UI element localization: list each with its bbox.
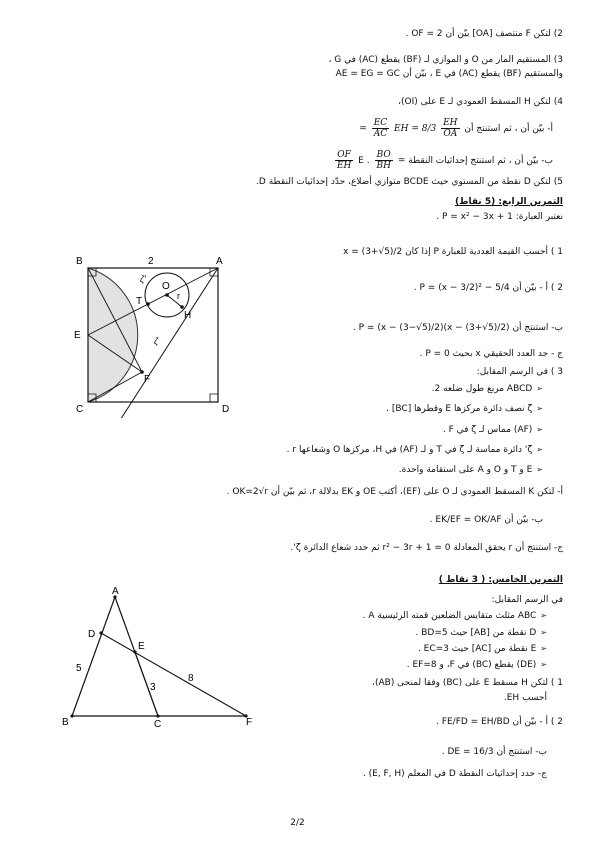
label-E: E [74, 330, 81, 341]
ex5-q2a: 2 ) أ - بيّن أن FE/FD = EH/BD . [436, 717, 563, 727]
ex5-item-2: ➢D نقطة من [AB] حيث BD=5 . [415, 628, 547, 638]
ex5-item-4: ➢(DE) يقطع (BC) في F، و EF=8 . [406, 660, 547, 670]
page-number: 2/2 [290, 818, 305, 828]
label-B: B [76, 256, 83, 267]
q4b-frac1: $\frac{BO}{BH}$ [376, 150, 391, 171]
ex4-q3a: أ- لتكن K المسقط العمودي لـ O على (EF)، أكتب OE و EK بدلالة r، ثم بيّن أن OK=2√r . [226, 487, 563, 497]
label-E: E [138, 641, 145, 652]
label-C: C [76, 404, 84, 415]
semicircle-zeta [88, 268, 138, 402]
ex-b-q3a: 3) المستقيم المار من O و الموازي لـ (BF) يقطع (AC) في G ، [328, 55, 563, 65]
label-A: A [216, 256, 223, 267]
label-C: C [154, 719, 162, 730]
segment-ab [72, 597, 115, 716]
ex4-item-1: ➢ABCD مربع طول ضلعه 2. [431, 384, 543, 394]
label-eight: 8 [188, 673, 194, 684]
ex4-item-2: ➢ζ نصف دائرة مركزها E وقطرها [BC] . [386, 404, 543, 414]
ex4-q3: 3 ) في الرسم المقابل: [476, 367, 563, 377]
ex-b-q4a: أ- بيّن أن ، ثم استنتج أن $\frac{EH}{OA}$ = $\frac{EC}{AC}$ EH = 8/3 [359, 118, 553, 139]
ex4-title: التمرين الرابع: (5 نقاط) [454, 197, 563, 207]
label-H: H [184, 310, 192, 321]
label-D: D [88, 629, 96, 640]
ex4-item-3: ➢(AF) مماس لـ ζ في F . [442, 425, 543, 435]
q4a-text: أ- بيّن أن ، ثم استنتج أن [464, 124, 553, 134]
label-zeta-prime: ζ' [140, 274, 146, 284]
label-D: D [222, 404, 230, 415]
ex-b-q3b: والمستقيم (BF) يقطع (AC) في E ، بيّن أن AE = EG = GC [335, 69, 563, 79]
ex5-title: التمرين الخامس: ( 3 نقاط ) [438, 575, 563, 585]
ex4-item-5: ➢E و T و O و A على استقامة واحدة. [398, 465, 543, 475]
ex4-q2a: 2 ) أ - بيّن أن P = (x − 3/2)² − 5/4 . [413, 283, 563, 293]
ex4-figure [66, 252, 236, 418]
q4a-result: EH = 8/3 [394, 124, 437, 134]
label-A: A [112, 586, 119, 597]
label-five: 5 [76, 663, 82, 674]
ex4-q1: 1 ) أحسب القيمة العددية للعبارة P إذا كان x = (3+√5)/2 [343, 247, 563, 257]
ex-b-q4: 4) لتكن H المسقط العمودي لـ E على (OI)، [398, 97, 563, 107]
ex5-item-3: ➢E نقطة من [AC] حيث EC=3 . [417, 644, 547, 654]
ex-b-q2: 2) لتكن F منتصف [OA] بيّن أن OF = 2 . [405, 29, 563, 39]
q4b-text: ب- بيّن أن ، ثم استنتج إحداثيات النقطة E . [358, 156, 553, 166]
ex4-intro: نعتبر العبارة: P = x² − 3x + 1 . [436, 212, 563, 222]
ex4-q2c: ج - جد العدد الحقيقي x بحيث P = 0 . [419, 349, 563, 359]
q4a-frac1: $\frac{EH}{OA}$ [443, 118, 458, 139]
label-O: O [162, 281, 170, 292]
ex5-q2b: ب- استنتج أن DE = 16/3 . [441, 747, 547, 757]
q4a-frac2: $\frac{EC}{AC}$ [373, 118, 388, 139]
ex4-item-4: ➢ζ' دائرة مماسة لـ ζ في T و لـ (AF) في H، مركزها O وشعاعها r . [286, 445, 543, 455]
ex5-figure [60, 585, 260, 730]
ex5-q1b: أحسب EH. [503, 693, 547, 703]
label-B: B [62, 717, 69, 728]
label-F: F [246, 717, 253, 728]
label-T: T [136, 296, 143, 307]
ex4-q2b: ب- استنتج أن P = (x − (3−√5)/2)(x − (3+√5)/2) . [352, 323, 563, 333]
ex5-q1: 1 ) لتكن H مسقط E على (BC) وفقا لمنحى (AB)، [372, 678, 563, 688]
ex4-q3b: ب- بيّن أن EK/EF = OK/AF . [429, 515, 543, 525]
label-three: 3 [150, 682, 156, 693]
line-df [101, 633, 246, 716]
ex-b-q5: 5) لتكن D نقطة من المستوي حيث BCDE متوازي أضلاع، حدّد إحداثيات النقطة D. [256, 177, 563, 187]
label-two: 2 [148, 256, 154, 267]
ex5-item-1: ➢ABC مثلث متقايس الضلعين قمته الرئيسية A . [362, 611, 547, 621]
ex-b-q4b: ب- بيّن أن ، ثم استنتج إحداثيات النقطة E . $\frac{BO}{BH}$ = $\frac{OF}{EH}$ [336, 150, 553, 171]
label-F: F [144, 374, 151, 385]
ex4-q3c: ج- استنتج أن r يحقق المعادلة r² − 3r + 1 = 0 ثم حدد شعاع الدائرة ζ'. [290, 543, 563, 553]
ex5-q2c: ج- حدد إحداثيات النقطة D في المعلم (E, F, H) . [362, 769, 547, 779]
ex5-intro: في الرسم المقابل: [491, 595, 563, 605]
label-zeta: ζ [154, 336, 159, 346]
q4b-frac2: $\frac{OF}{EH}$ [336, 150, 352, 171]
label-r: r [177, 291, 180, 301]
